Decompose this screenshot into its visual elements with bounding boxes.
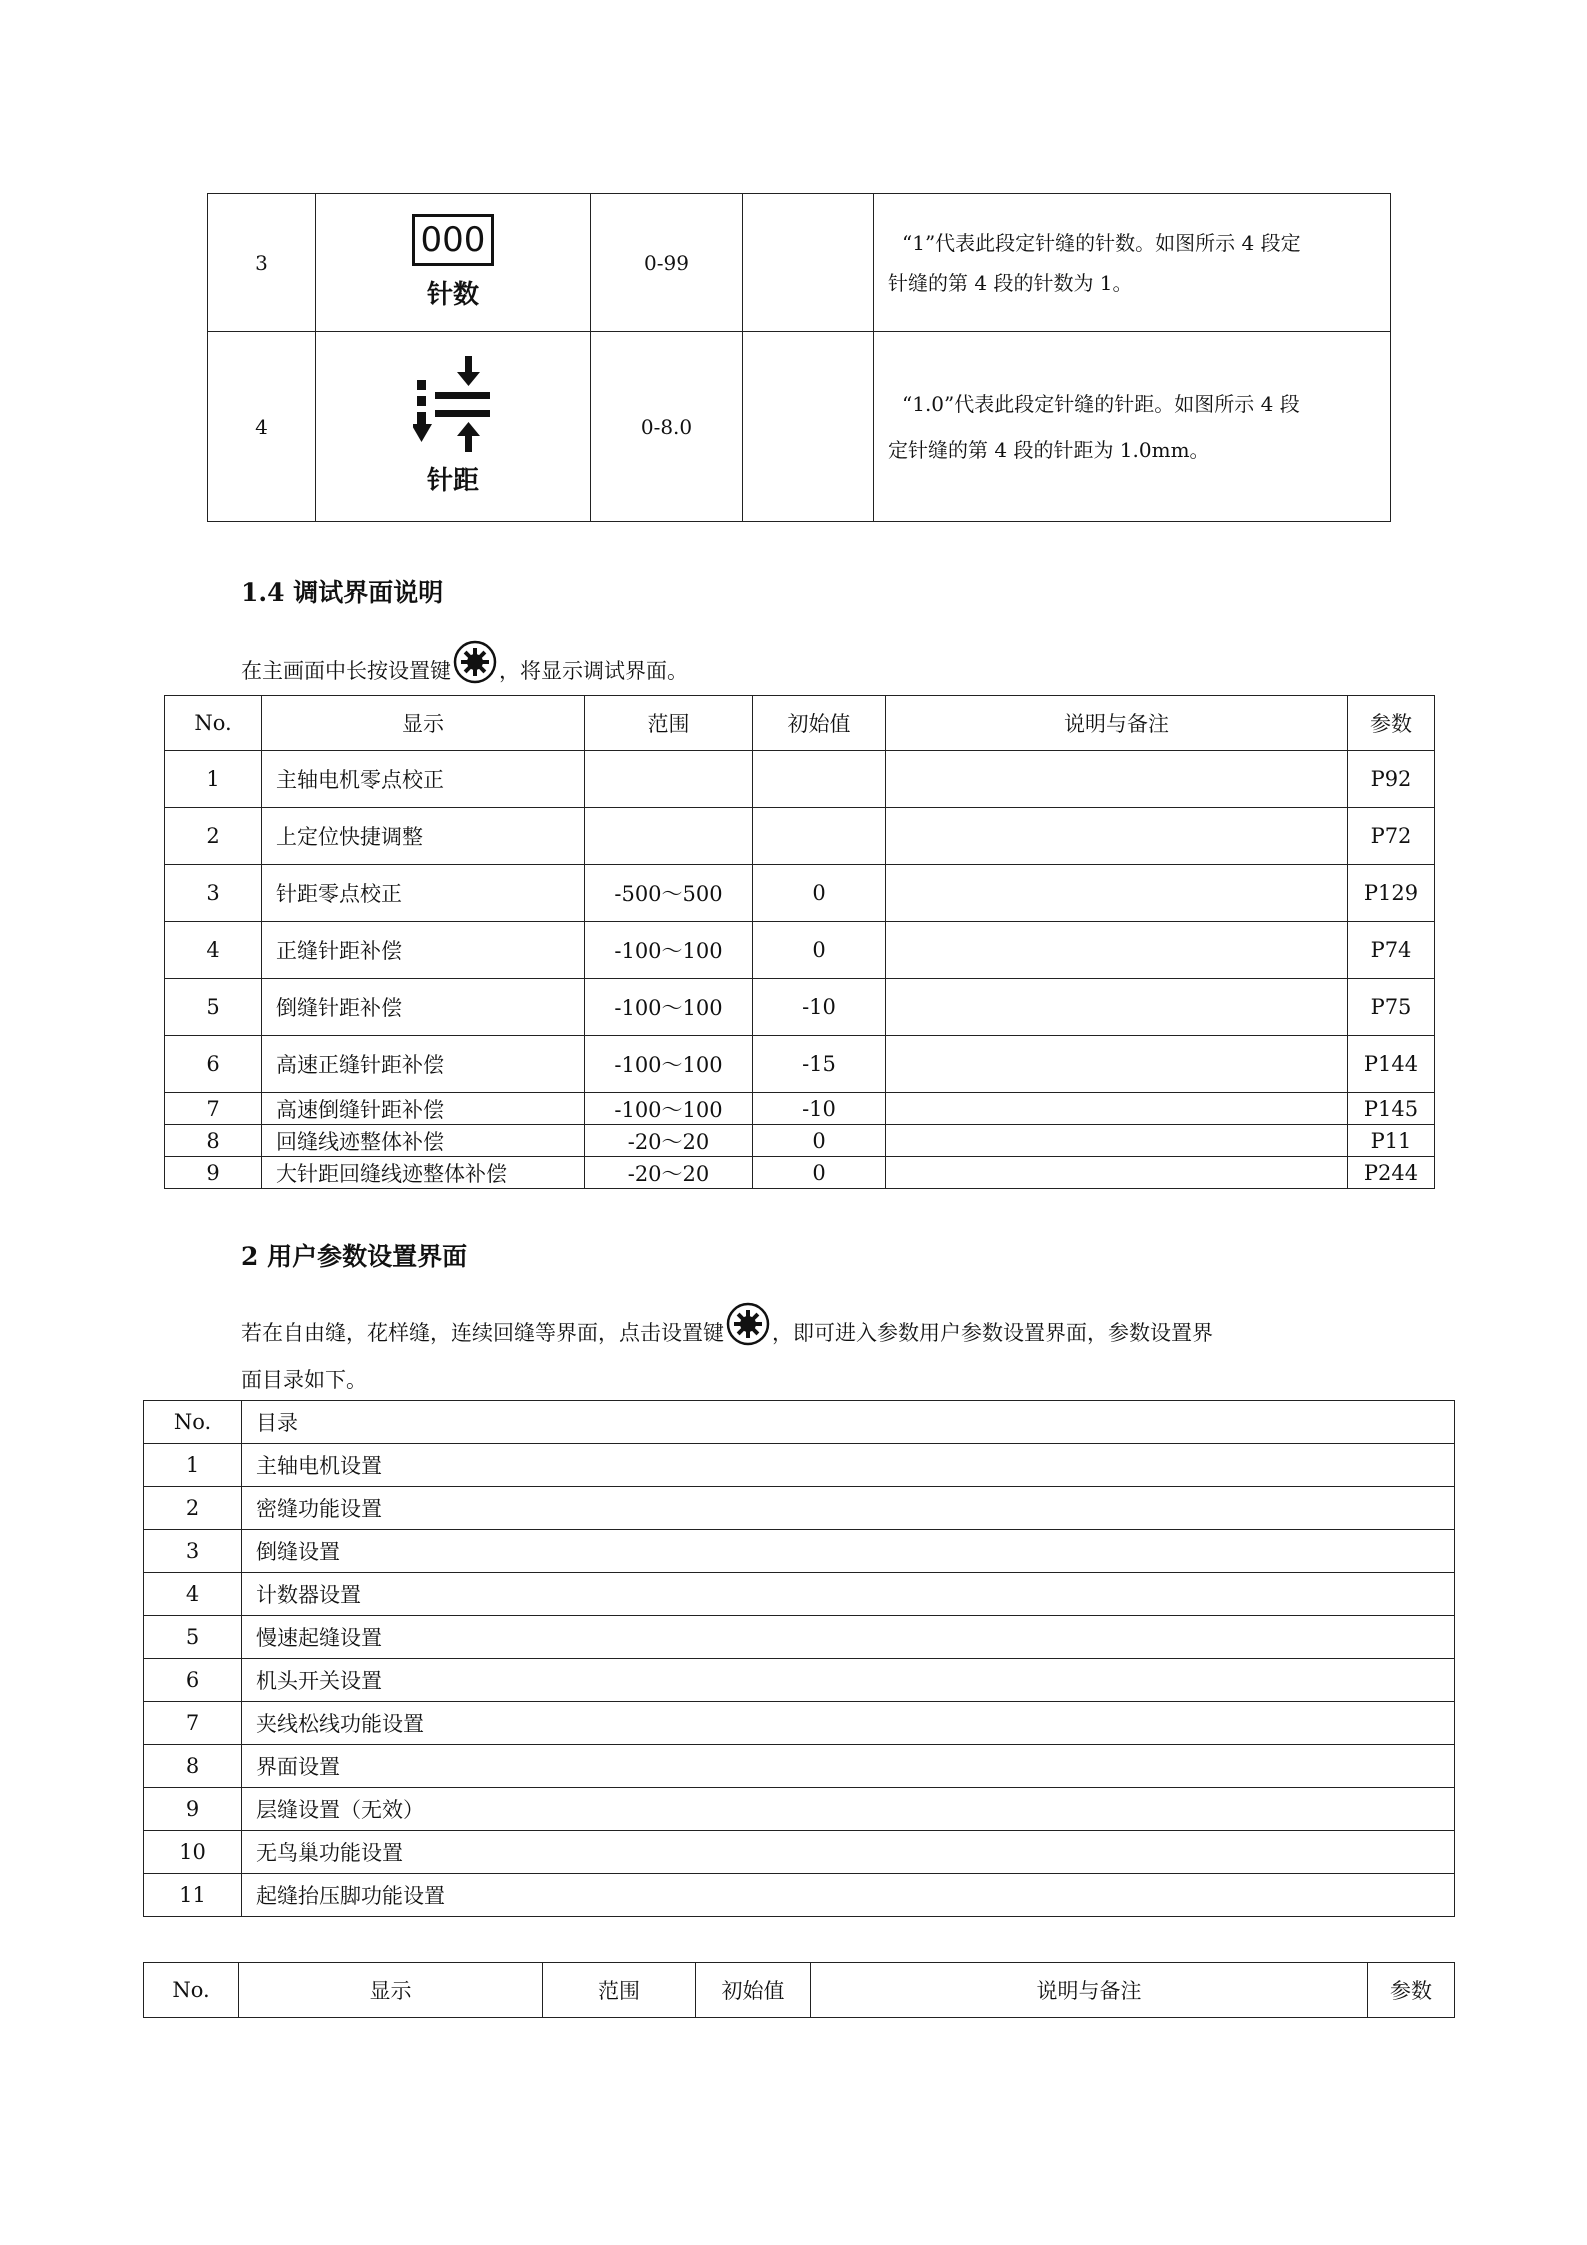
display-name: 高速倒缝针距补偿 (262, 1093, 585, 1125)
param-code: P244 (1348, 1157, 1435, 1189)
display-name: 回缝线迹整体补偿 (262, 1125, 585, 1157)
table-row (165, 1157, 1435, 1189)
row-number: 7 (144, 1702, 242, 1745)
row-number: 11 (144, 1874, 242, 1917)
table-row (144, 1659, 1455, 1702)
directory-entry: 界面设置 (242, 1745, 1455, 1788)
description (874, 194, 1391, 332)
section-intro (241, 640, 688, 685)
note (886, 922, 1348, 979)
note (886, 865, 1348, 922)
column-header: 说明与备注 (886, 696, 1348, 751)
initial-value: -10 (753, 1093, 886, 1125)
row-number: 3 (165, 865, 262, 922)
table-row (144, 1530, 1455, 1573)
icon-cell (316, 194, 591, 332)
initial-value (753, 808, 886, 865)
table-row (144, 1444, 1455, 1487)
range-value (585, 808, 753, 865)
param-code: P74 (1348, 922, 1435, 979)
range-value: -20～20 (585, 1125, 753, 1157)
row-number: 1 (165, 751, 262, 808)
table-row (144, 1573, 1455, 1616)
description-line: “1.0”代表此段定针缝的针距。如图所示 4 段 (902, 391, 1300, 416)
directory-entry: 倒缝设置 (242, 1530, 1455, 1573)
icon-caption: 针距 (426, 466, 479, 496)
initial-value: 0 (753, 1157, 886, 1189)
table-row (208, 194, 1391, 332)
row-number: 8 (165, 1125, 262, 1157)
range-value: -100～100 (585, 1036, 753, 1093)
row-number: 6 (144, 1659, 242, 1702)
table-row (165, 1036, 1435, 1093)
directory-entry: 机头开关设置 (242, 1659, 1455, 1702)
directory-entry: 起缝抬压脚功能设置 (242, 1874, 1455, 1917)
display-name: 针距零点校正 (262, 865, 585, 922)
column-header: 说明与备注 (811, 1963, 1368, 2018)
note (886, 1125, 1348, 1157)
description-line: “1”代表此段定针缝的针数。如图所示 4 段定 (902, 230, 1301, 255)
initial-value: 0 (753, 922, 886, 979)
param-code: P129 (1348, 865, 1435, 922)
description-line: 针缝的第 4 段的针数为 1。 (888, 270, 1133, 295)
table-row (144, 1616, 1455, 1659)
table-header-row (144, 1401, 1455, 1444)
table-row (144, 1745, 1455, 1788)
note (886, 1157, 1348, 1189)
directory-entry: 层缝设置（无效） (242, 1788, 1455, 1831)
section-intro (241, 1302, 1213, 1347)
table-row (165, 979, 1435, 1036)
display-name: 高速正缝针距补偿 (262, 1036, 585, 1093)
range-value: -500～500 (585, 865, 753, 922)
column-header: 参数 (1348, 696, 1435, 751)
table-row (165, 1093, 1435, 1125)
parameter-directory-table (143, 1400, 1455, 1917)
column-header: 显示 (239, 1963, 543, 2018)
row-number: 3 (144, 1530, 242, 1573)
column-header: 初始值 (696, 1963, 811, 2018)
table-row (208, 332, 1391, 522)
table-row (165, 1125, 1435, 1157)
display-name: 主轴电机零点校正 (262, 751, 585, 808)
note (886, 1036, 1348, 1093)
row-number: 3 (208, 194, 316, 332)
param-code: P145 (1348, 1093, 1435, 1125)
table-row (144, 1874, 1455, 1917)
description-line: 定针缝的第 4 段的针距为 1.0mm。 (888, 437, 1210, 462)
initial-value: 0 (753, 865, 886, 922)
stitch-count-icon: 000 (412, 214, 494, 266)
intro-text: 在主画面中长按设置键 (241, 659, 451, 683)
column-header: 范围 (543, 1963, 696, 2018)
display-name: 正缝针距补偿 (262, 922, 585, 979)
user-parameter-table-header (143, 1962, 1455, 2018)
section-heading: 1.4 调试界面说明 (241, 578, 444, 607)
row-number: 5 (165, 979, 262, 1036)
directory-entry: 慢速起缝设置 (242, 1616, 1455, 1659)
param-code: P144 (1348, 1036, 1435, 1093)
initial-value (753, 751, 886, 808)
gear-icon (453, 640, 497, 684)
directory-entry: 计数器设置 (242, 1573, 1455, 1616)
param-code: P72 (1348, 808, 1435, 865)
gear-icon (726, 1302, 770, 1346)
row-number: 2 (144, 1487, 242, 1530)
table-row (165, 922, 1435, 979)
note (886, 1093, 1348, 1125)
initial-value (743, 194, 874, 332)
row-number: 7 (165, 1093, 262, 1125)
initial-value: -10 (753, 979, 886, 1036)
debug-parameter-table (164, 695, 1435, 1189)
description (874, 332, 1391, 522)
row-number: 4 (165, 922, 262, 979)
table-header-row (144, 1963, 1455, 2018)
initial-value: -15 (753, 1036, 886, 1093)
note (886, 979, 1348, 1036)
row-number: 10 (144, 1831, 242, 1874)
column-header: 目录 (242, 1401, 1455, 1444)
section-intro-line2: 面目录如下。 (241, 1368, 367, 1392)
table-row (165, 808, 1435, 865)
table-header-row (165, 696, 1435, 751)
stitch-length-icon (413, 356, 493, 452)
icon-cell (316, 332, 591, 522)
row-number: 9 (165, 1157, 262, 1189)
intro-text: ，将显示调试界面。 (499, 659, 688, 683)
intro-text: ，即可进入参数用户参数设置界面，参数设置界 (772, 1321, 1213, 1345)
initial-value: 0 (753, 1125, 886, 1157)
row-number: 1 (144, 1444, 242, 1487)
intro-text: 若在自由缝，花样缝，连续回缝等界面，点击设置键 (241, 1321, 724, 1345)
initial-value (743, 332, 874, 522)
row-number: 8 (144, 1745, 242, 1788)
section-heading: 2 用户参数设置界面 (241, 1242, 468, 1271)
column-header: No. (144, 1963, 239, 2018)
row-number: 4 (208, 332, 316, 522)
range-value: -100～100 (585, 922, 753, 979)
row-number: 9 (144, 1788, 242, 1831)
table-row (144, 1487, 1455, 1530)
range-value: 0-8.0 (591, 332, 743, 522)
row-number: 6 (165, 1036, 262, 1093)
column-header: No. (144, 1401, 242, 1444)
table-row (165, 751, 1435, 808)
directory-entry: 密缝功能设置 (242, 1487, 1455, 1530)
range-value: -20～20 (585, 1157, 753, 1189)
column-header: 范围 (585, 696, 753, 751)
row-number: 5 (144, 1616, 242, 1659)
range-value: -100～100 (585, 1093, 753, 1125)
column-header: 显示 (262, 696, 585, 751)
row-number: 2 (165, 808, 262, 865)
param-code: P92 (1348, 751, 1435, 808)
directory-entry: 无鸟巢功能设置 (242, 1831, 1455, 1874)
note (886, 751, 1348, 808)
table-row (144, 1788, 1455, 1831)
column-header: 初始值 (753, 696, 886, 751)
display-name: 倒缝针距补偿 (262, 979, 585, 1036)
icon-caption: 针数 (426, 280, 479, 310)
parameter-icon-table (207, 193, 1391, 522)
display-name: 上定位快捷调整 (262, 808, 585, 865)
range-value: 0-99 (591, 194, 743, 332)
display-name: 大针距回缝线迹整体补偿 (262, 1157, 585, 1189)
directory-entry: 夹线松线功能设置 (242, 1702, 1455, 1745)
row-number: 4 (144, 1573, 242, 1616)
range-value (585, 751, 753, 808)
column-header: No. (165, 696, 262, 751)
param-code: P11 (1348, 1125, 1435, 1157)
directory-entry: 主轴电机设置 (242, 1444, 1455, 1487)
table-row (144, 1831, 1455, 1874)
range-value: -100～100 (585, 979, 753, 1036)
note (886, 808, 1348, 865)
table-row (165, 865, 1435, 922)
param-code: P75 (1348, 979, 1435, 1036)
table-row (144, 1702, 1455, 1745)
column-header: 参数 (1368, 1963, 1455, 2018)
